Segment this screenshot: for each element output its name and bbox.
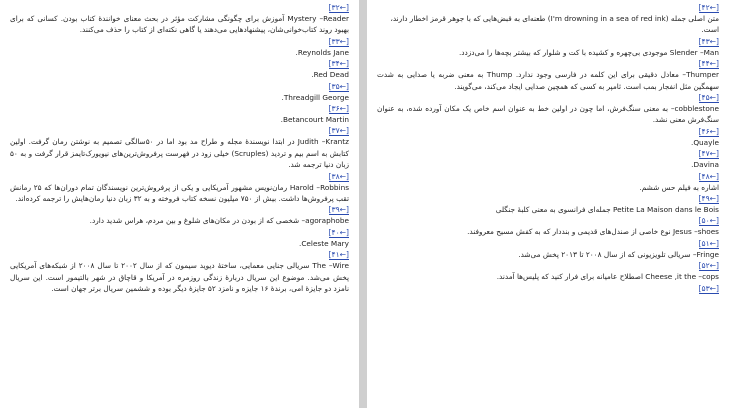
footnote-backlink[interactable]: [←۴۵] [698, 93, 719, 103]
footnote-text: Celeste Mary. [299, 238, 349, 248]
footnote-text: Judith –Krantz در ابتدا نویسندهٔ مجله و طراح مد بود اما در ۵۰سالگی تصمیم به نوشتن رمان گرفت. اولین کتابش به اسم بیم و تردید (Scruples) خیلی زود در فهرست پرفروش‌ترین‌های نیویورک‌تایمز قرار گرفت و به ۵۰ زبان دنیا ترجمه شد. [10, 137, 349, 170]
footnote [377, 171, 719, 193]
footnote-text: Quayle. [690, 137, 719, 147]
footnote-text: Davina. [691, 160, 719, 170]
footnote-backlink[interactable]: [←۴۶] [698, 126, 719, 136]
footnote [10, 125, 349, 170]
footnote [377, 126, 719, 148]
footnote-text: Mystery –Reader آموزش برای چگونگی مشارکت مؤثر در بحث معنای خوانندهٔ کتاب بودن. کسانی که برای بهبود روند کتاب‌خوانی‌شان، پیشنهادهایی می‌دهند یا گاهی نکته‌ای از کتاب را حذف می‌کنند. [10, 14, 349, 35]
footnote-backlink[interactable]: [←۳۲] [328, 3, 349, 12]
footnote [377, 215, 719, 237]
footnote-backlink[interactable]: [←۴۰] [328, 227, 349, 237]
right-notes-list [377, 2, 719, 294]
footnote [10, 2, 349, 36]
footnote [377, 148, 719, 170]
footnote-text: Slender –Man موجودی بی‌چهره و کشیده با کت و شلوار که بیشتر بچه‌ها را می‌دزدد. [458, 47, 719, 57]
footnote [10, 171, 349, 205]
footnote-backlink[interactable]: [←۴۷] [698, 149, 719, 159]
footnote [377, 58, 719, 92]
footnote [377, 283, 719, 294]
footnote-backlink[interactable]: [←۴۹] [698, 194, 719, 204]
footnote [377, 193, 719, 215]
footnote-text: Petite La Maison dans le Bois جمله‌ای فرانسوی به معنی کلبهٔ جنگلی [495, 205, 719, 215]
footnote-backlink[interactable]: [←۴۲] [698, 3, 719, 12]
footnote-backlink[interactable]: [←۴۱] [328, 250, 349, 260]
footnote-backlink[interactable]: [←۵۲] [698, 261, 719, 271]
footnote-backlink[interactable]: [←۵۰] [698, 216, 719, 226]
footnote-text: Red Dead. [311, 70, 349, 80]
footnote [377, 2, 719, 36]
footnote [10, 36, 349, 58]
footnote-text: cobblestone– به معنی سنگ‌فرش، اما چون در اولین خط به عنوان اسم خاص یک مکان آورده شده، به عنوان سنگ‌فرش معنی نشد. [377, 104, 719, 125]
footnote-backlink[interactable]: [←۵۱] [698, 238, 719, 248]
footnote-text: Threadgill George. [281, 92, 349, 102]
footnote-backlink[interactable]: [←۳۴] [328, 59, 349, 69]
footnote-backlink[interactable]: [←۳۶] [328, 104, 349, 114]
footnote [10, 249, 349, 294]
footnote-backlink[interactable]: [←۵۳] [698, 283, 719, 293]
footnote-backlink[interactable]: [←۳۷] [328, 126, 349, 136]
footnote-text: Reynolds Jane. [295, 47, 349, 57]
left-notes-list [10, 2, 349, 295]
footnote [377, 260, 719, 282]
footnote-backlink[interactable]: [←۴۴] [698, 59, 719, 69]
footnote-text: Fringe– سریالی تلویزیونی که از سال ۲۰۰۸ تا ۲۰۱۳ پخش می‌شد. [518, 249, 719, 259]
footnote-text: The –Wire سریالی جنایی معمایی، ساختهٔ دیوید سیمون که از سال ۲۰۰۲ تا سال ۲۰۰۸ از شبکه‌های آمریکایی پخش می‌شد. موضوع این سریال دربارهٔ زندگی روزمره در آمریکا و قاچاق در شهر بالتیمور است. این سریال نامزد دو جایزهٔ امی، برندهٔ ۱۶ جایزه و نامزد ۵۲ جایزهٔ دیگر بوده و ششمین سریال برتر جهان است. [10, 261, 349, 294]
footnote-text: Cheese ,it the –cops اصطلاح عامیانه برای فرار کنید که پلیس‌ها آمدند. [496, 272, 719, 282]
footnote [10, 58, 349, 80]
footnote [377, 238, 719, 260]
footnote-text: agoraphobe– شخصی که از بودن در مکان‌های شلوغ و بین مردم، هراس شدید دارد. [89, 216, 349, 226]
footnote-backlink[interactable]: [←۳۸] [328, 171, 349, 181]
footnote [10, 103, 349, 125]
footnote [377, 92, 719, 126]
footnote [10, 204, 349, 226]
right-page [367, 0, 729, 408]
footnote [10, 81, 349, 103]
footnote-backlink[interactable]: [←۳۵] [328, 81, 349, 91]
footnote [10, 227, 349, 249]
footnote-text: متن اصلی جمله (I'm drowning in a sea of red ink) طعنه‌ای به قبض‌هایی که با جوهر قرمز اخطار دارند، است. [390, 14, 719, 35]
book-gutter [359, 0, 367, 408]
footnote-text: Jesus –shoes نوع خاصی از صندل‌های قدیمی و بنددار که به کفش مسیح معروفند. [467, 227, 719, 237]
footnote-text: Betancourt Martin. [280, 115, 349, 125]
footnote-backlink[interactable]: [←۴۳] [698, 36, 719, 46]
footnote-text: Thumper– معادل دقیقی برای این کلمه در فارسی وجود ندارد. Thump به معنی ضربه یا صدایی به شدت سهمگین مثل انفجار بمب است. ثامپر به کسی که همچین صدایی ایجاد می‌کند، می‌گویند. [377, 70, 719, 91]
footnote-backlink[interactable]: [←۴۸] [698, 171, 719, 181]
footnote-text: Harold –Robbins رمان‌نویس مشهور آمریکایی و یکی از پرفروش‌ترین نویسندگان تمام دوران‌ها که ۲۵ رمانش تقب پرفروش‌ها داشت. بیش از ۷۵۰ میلیون نسخه کتاب فروخته و به ۳۲ زبان دنیا رمان‌هایش را ترجمه کرده‌اند. [10, 182, 349, 204]
footnote-backlink[interactable]: [←۳۹] [328, 205, 349, 215]
footnote-backlink[interactable]: [←۳۳] [328, 36, 349, 46]
footnote [377, 36, 719, 58]
left-page [0, 0, 359, 408]
footnote-text: اشاره به فیلم حس ششم. [639, 182, 719, 192]
